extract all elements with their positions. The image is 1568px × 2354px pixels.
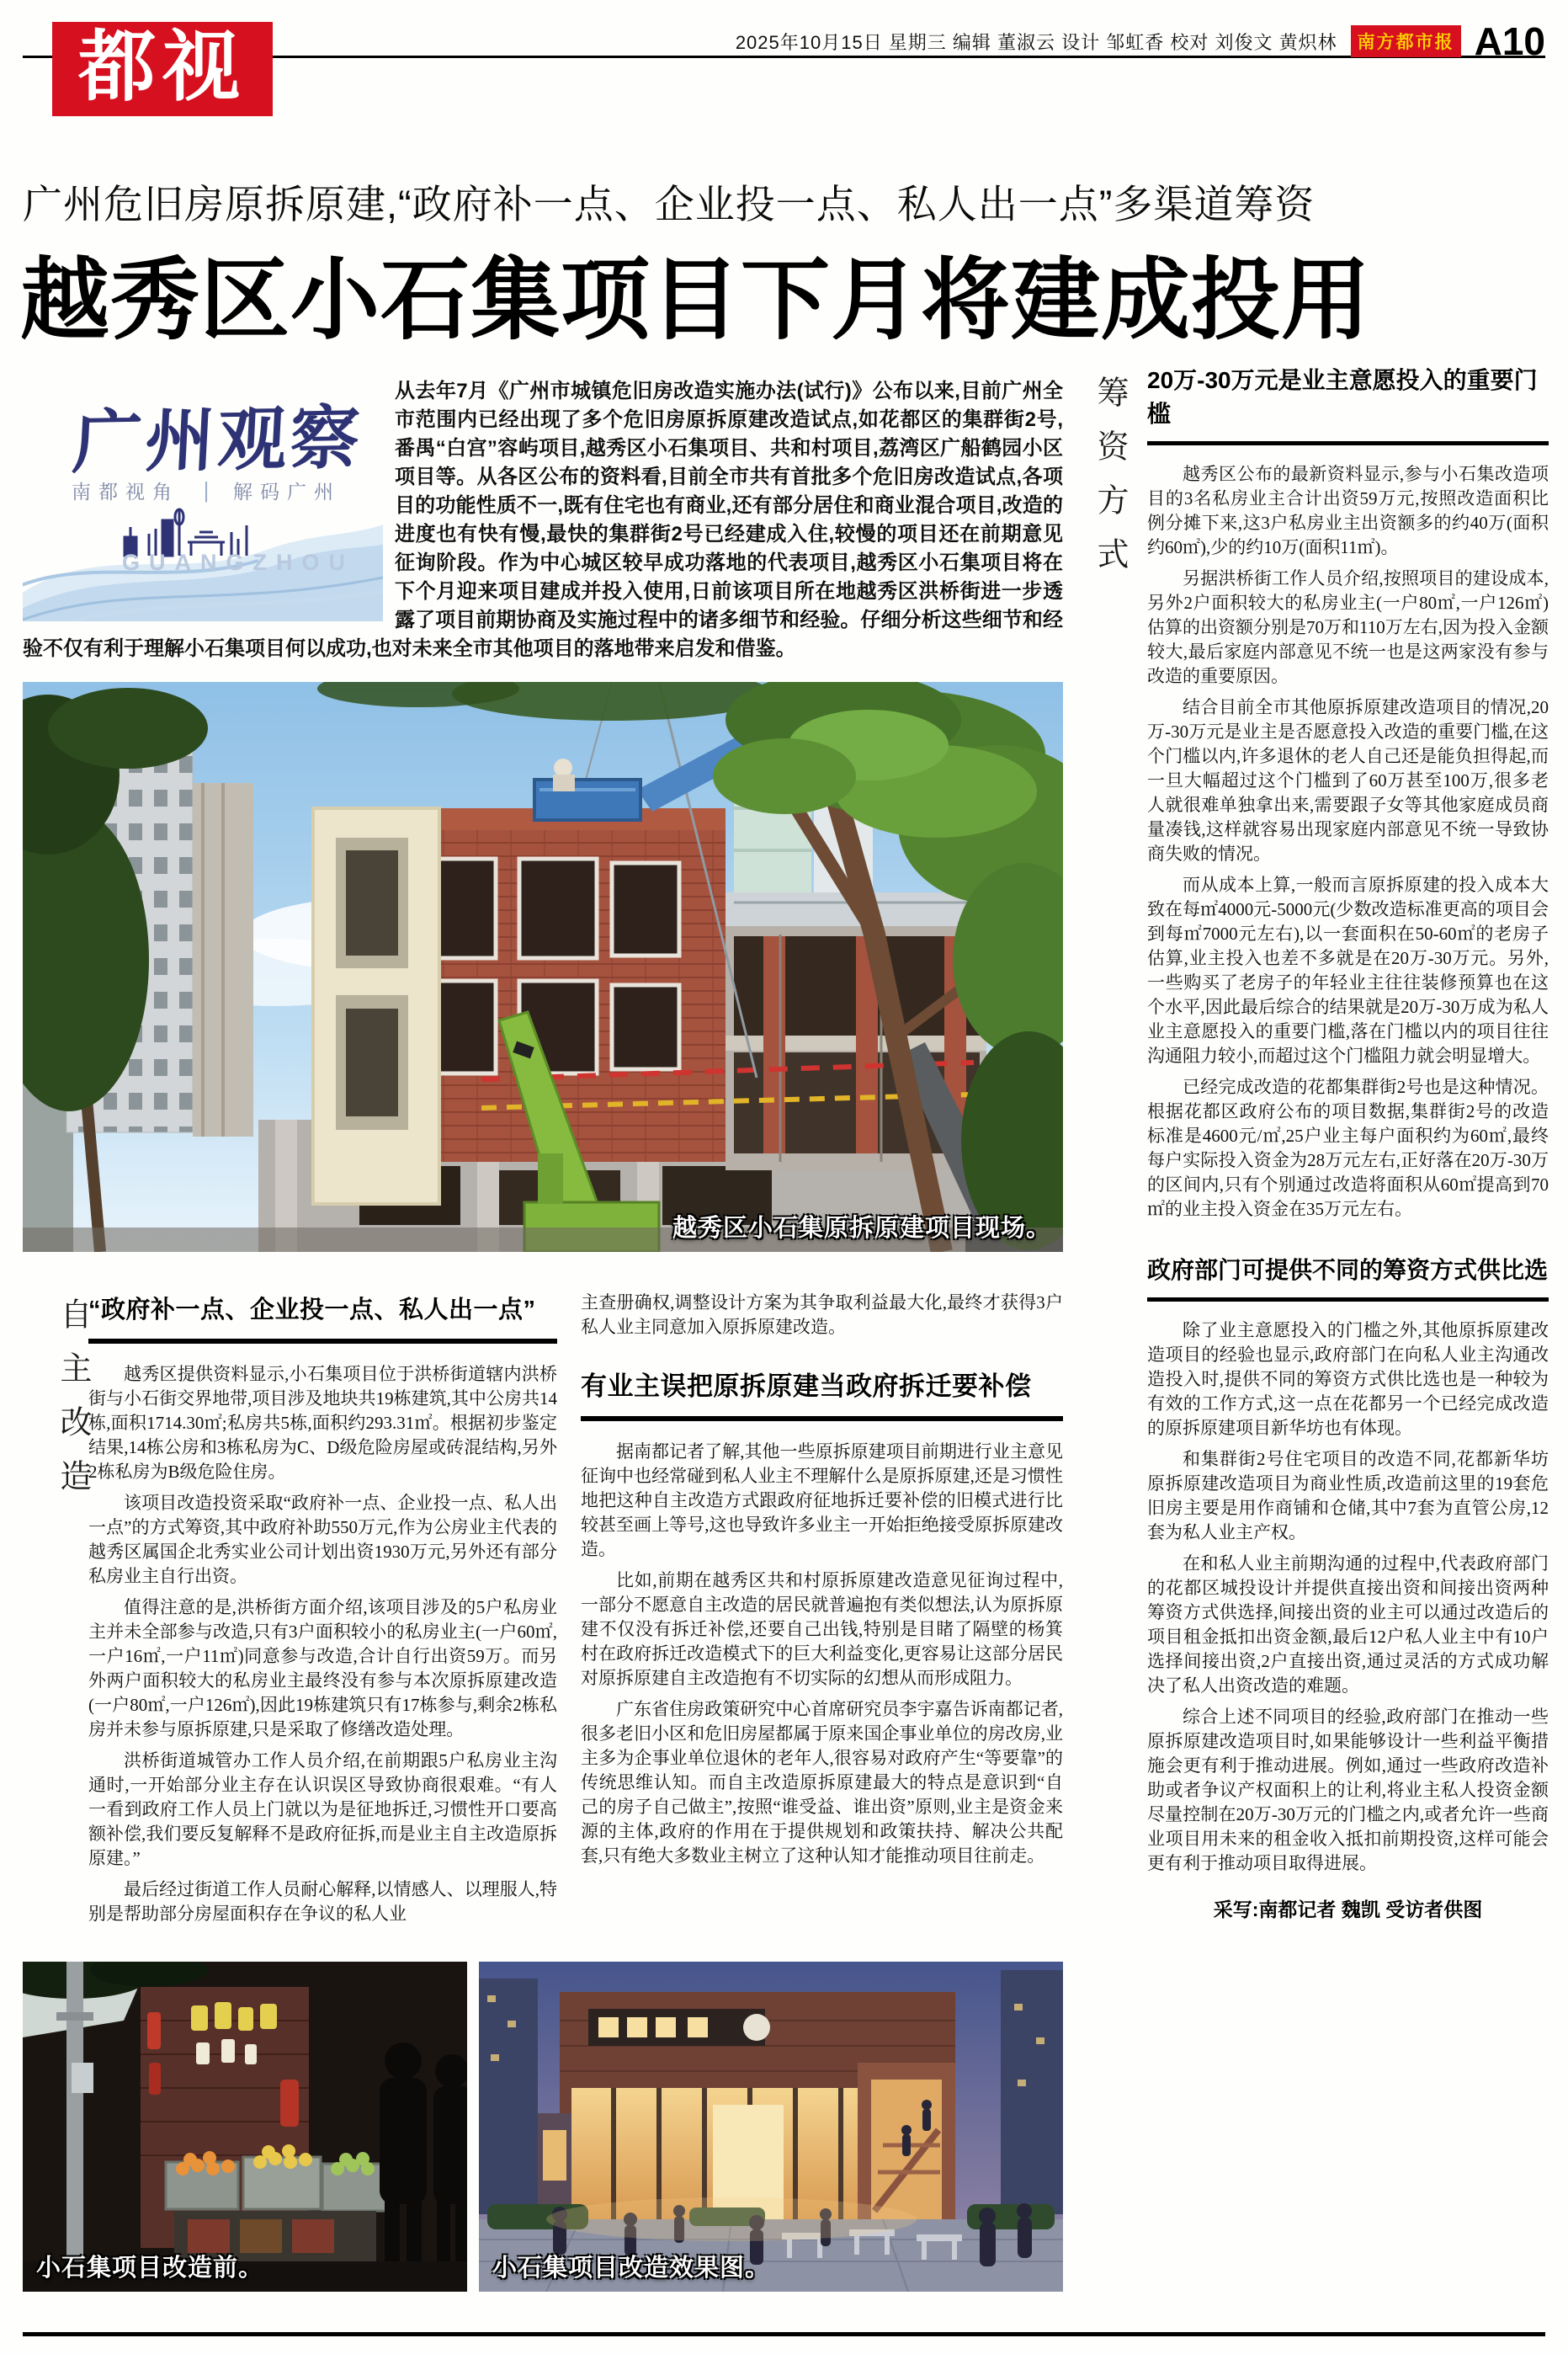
funding-column	[1088, 362, 1549, 1922]
observer-logo-subtitle	[72, 477, 341, 504]
paragraph: 洪桥街道城管办工作人员介绍,在前期跟5户私房业主沟通时,一开始部分业主存在认识误区导致协商很艰难。“有人一看到政府工作人员上门就以为是征地拆迁,习惯性开口要高额补偿,我们要反复解释不是政府征拆,而是业主自主改造原拆原建。”	[88, 1750, 557, 1868]
paragraph: 比如,前期在越秀区共和村原拆原建改造意见征询过程中,一部分不愿意自主改造的居民就普遍抱有类似想法,认为原拆原建不仅没有拆迁补偿,还要自己出钱,特别是目睹了隔壁的杨箕村在政府拆迁改造模式下的巨大利益变化,更容易让这部分居民对原拆原建自主改造抱有不切实际的幻想从而形成阻力。	[581, 1570, 1063, 1688]
page-number: A10	[1474, 19, 1545, 63]
observer-watermark: GUANGZHOU	[122, 550, 354, 575]
guangzhou-observer-logo	[23, 377, 383, 621]
paragraph: 据南都记者了解,其他一些原拆原建项目前期进行业主意见征询中也经常碰到私人业主不理解什么是原拆原建,还是习惯性地把这种自主改造方式跟政府征地拆迁要补偿的旧模式进行比较甚至画上等号,这也导致许多业主一开始拒绝接受原拆原建改造。	[581, 1441, 1063, 1559]
paragraph: 该项目改造投资采取“政府补一点、企业投一点、私人出一点”的方式筹资,其中政府补助550万元,作为公房业主代表的越秀区属国企北秀实业公司计划出资1930万元,另外还有部分私房业主自行出资。	[88, 1493, 557, 1586]
paragraph: 已经完成改造的花都集群街2号也是这种情况。根据花都区政府公布的项目数据,集群街2号的改造标准是4600元/㎡,25户业主每户面积约为60㎡,最终每户实际投入资金为28万元左右,正好落在20万-30万的区间内,只有个别通过改造将面积从60㎡提高到70㎡的业主投入资金在35万元左右。	[1147, 1077, 1549, 1219]
main-headline: 越秀区小石集项目下月将建成投用	[20, 251, 1371, 350]
paragraph: 广东省住房政策研究中心首席研究员李宇嘉告诉南都记者,很多老旧小区和危旧房屋都属于原来国企事业单位的房改房,业主多为企事业单位退休的老年人,很容易对政府产生“等要靠”的传统思维认知。而自主改造原拆原建最大的特点是意识到“自己的房子自己做主”,按照“谁受益、谁出资”原则,业主是资金来源的主体,政府的作用在于提供规划和政策扶持、解决公共配套,只有绝大多数业主树立了这种认知才能推动项目往前走。	[581, 1699, 1063, 1866]
subhead-threshold: 20万-30万元是业主意愿投入的重要门槛	[1147, 362, 1549, 445]
paragraph: 值得注意的是,洪桥街方面介绍,该项目涉及的5户私房业主并未全部参与改造,只有3户面积较小的私房业主(一户60㎡,一户16㎡,一户11㎡)同意参与改造,合计自行出资59万。而另外两户面积较大的私房业主最终没有参与本次原拆原建改造(一户80㎡,一户126㎡),因此19栋建筑只有17栋参与,剩余2栋私房并未参与原拆原建,只是采取了修缮改造处理。	[88, 1597, 557, 1739]
column-2	[557, 1291, 1063, 1933]
paragraph: 越秀区公布的最新资料显示,参与小石集改造项目的3名私房业主合计出资59万元,按照改造面积比例分摊下来,这3户私房业主出资额多的约40万(面积约60㎡),少的约10万(面积11㎡)。	[1147, 464, 1549, 557]
after-photo-illustration	[479, 1962, 1063, 2292]
lede-block	[23, 377, 1063, 663]
lede-paragraph: 从去年7月《广州市城镇危旧房改造实施办法(试行)》公布以来,目前广州全市范围内已经出现了多个危旧房原拆原建改造试点,如花都区的集群街2号,番禺“白宫”容屿项目,越秀区小石集项目、共和村项目,荔湾区广船鹤园小区项目等。从各区公布的资料看,目前全市共有首批多个危旧房改造试点,各项目的功能性质不一,既有住宅也有商业,还有部分居住和商业混合项目,改造的进度也有快有慢,最快的集群街2号已经建成入住,较慢的项目还在前期意见征询阶段。作为中心城区较早成功落地的代表项目,越秀区小石集项目将在下个月迎来项目建成并投入使用,日前该项目所在地越秀区洪桥街进一步透露了项目前期协商及实施过程中的诸多细节和经验。仔细分析这些细节和经验不仅有利于理解小石集项目何以成功,也对未来全市其他项目的落地带来启发和借鉴。	[23, 380, 1063, 660]
paragraph: 结合目前全市其他原拆原建改造项目的情况,20万-30万元是业主是否愿意投入改造的重要门槛,在这个门槛以内,许多退休的老人自己还是能负担得起,而一旦大幅超过这个门槛到了60万甚至100万,很多老人就很难单独拿出来,需要跟子女等其他家庭成员商量凑钱,这样就容易出现家庭内部意见不统一导致协商失败的情况。	[1147, 697, 1549, 864]
construction-site-photo	[23, 682, 1063, 1252]
funding-column-text	[1147, 362, 1549, 1922]
before-photo-caption: 小石集项目改造前。	[36, 2255, 264, 2282]
vertical-label-funding: 筹资方式	[1092, 375, 1127, 591]
paragraph: 最后经过街道工作人员耐心解释,以情感人、以理服人,特别是帮助部分房屋面积存在争议的私人业	[88, 1879, 557, 1924]
paragraph-continuation: 主查册确权,调整设计方案为其争取利益最大化,最终才获得3户私人业主同意加入原拆原建改造。	[581, 1292, 1063, 1337]
observer-logo-title: 广州观察	[71, 400, 365, 482]
brand-badge: 南方都市报	[1351, 25, 1461, 57]
before-photo-illustration	[23, 1962, 467, 2292]
subhead-funding-options: 政府部门可提供不同的筹资方式供比选	[1147, 1252, 1549, 1302]
kicker: 广州危旧房原拆原建,“政府补一点、企业投一点、私人出一点”多渠道筹资	[23, 182, 1316, 226]
section-label: 都视	[77, 24, 247, 110]
observer-sub-right: 解码广州	[232, 481, 341, 503]
section-masthead	[52, 22, 273, 116]
paragraph: 而从成本上算,一般而言原拆原建的投入成本大致在每㎡4000元-5000元(少数改造标准更高的项目会到每㎡7000元左右),以一套面积在50-60㎡的老房子估算,业主投入也差不多就是在20万-30万元。另外,一些购买了老房子的年轻业主往往装修预算也在这个水平,因此最后综合的结果就是20万-30万成为私人业主意愿投入的重要门槛,落在门槛以内的项目往往沟通阻力较小,而超过这个门槛阻力就会明显增大。	[1147, 875, 1549, 1066]
byline: 采写:南都记者 魏凯 受访者供图	[1213, 1899, 1483, 1920]
paragraph: 在和私人业主前期沟通的过程中,代表政府部门的花都区城投设计并提供直接出资和间接出资两种筹资方式供选择,间接出资的业主可以通过改造后的项目租金抵扣出资金额,最后12户私人业主中有10户选择间接出资,2户直接出资,通过灵活的方式成功解决了私人出资改造的难题。	[1147, 1553, 1549, 1696]
paragraph: 综合上述不同项目的经验,政府部门在推动一些原拆原建改造项目时,如果能够设计一些利益平衡措施会更有利于推动进展。例如,通过一些政府改造补助或者争议产权面积上的让利,将业主私人投资金额尽量控制在20万-30万元的门槛之内,或者允许一些商业项目用未来的租金收入抵扣前期投资,这样可能会更有利于推动项目取得进展。	[1147, 1707, 1549, 1873]
column-1	[88, 1291, 557, 1933]
subhead-funding-slogan: “政府补一点、企业投一点、私人出一点”	[88, 1291, 557, 1344]
after-photo-caption: 小石集项目改造效果图。	[492, 2255, 771, 2282]
before-renovation-photo	[23, 1962, 467, 2292]
paragraph: 除了业主意愿投入的门槛之外,其他原拆原建改造项目的经验也显示,政府部门在向私人业主沟通改造投入时,提供不同的筹资方式供比选也是一种较为有效的工作方式,这一点在花都另一个已经完成改造的原拆原建项目新华坊也有体现。	[1147, 1320, 1549, 1438]
bottom-photo-row	[23, 1962, 1063, 2292]
after-renovation-rendering	[479, 1962, 1063, 2292]
main-photo-caption: 越秀区小石集原拆原建项目现场。	[672, 1215, 1051, 1242]
subhead-misunderstood-demolition: 有业主误把原拆原建当政府拆迁要补偿	[581, 1365, 1063, 1421]
edition-date-credits: 2025年10月15日 星期三 编辑 董淑云 设计 邹虹香 校对 刘俊文 黄炽林	[735, 31, 1337, 53]
subtitle-divider: |	[203, 477, 210, 503]
skyline-icon	[125, 509, 247, 556]
edition-line	[736, 19, 1545, 64]
main-content-region	[23, 377, 1063, 2292]
vertical-label-self-renewal: 自主改造	[55, 1297, 90, 1513]
construction-photo-illustration	[23, 682, 1063, 1252]
paragraph: 另据洪桥街工作人员介绍,按照项目的建设成本,另外2户面积较大的私房业主(一户80㎡,一户126㎡)估算的出资额分别是70万和110万左右,因为投入金额较大,最后家庭内部意见不统一也是这两家没有参与改造的重要原因。	[1147, 568, 1549, 686]
footer-rule	[23, 2332, 1545, 2336]
observer-sub-left: 南都视角	[72, 481, 179, 503]
paragraph: 和集群街2号住宅项目的改造不同,花都新华坊原拆原建改造项目为商业性质,改造前这里的19套危旧房主要是用作商铺和仓储,其中7套为直管公房,12套为私人业主产权。	[1147, 1449, 1549, 1542]
paragraph: 越秀区提供资料显示,小石集项目位于洪桥街道辖内洪桥街与小石街交界地带,项目涉及地块共19栋建筑,其中公房共14栋,面积1714.30㎡;私房共5栋,面积约293.31㎡。根据初步鉴定结果,14栋公房和3栋私房为C、D级危险房屋或砖混结构,另外2栋私房为B级危险住房。	[88, 1364, 557, 1482]
self-renewal-section	[23, 1291, 1063, 1933]
